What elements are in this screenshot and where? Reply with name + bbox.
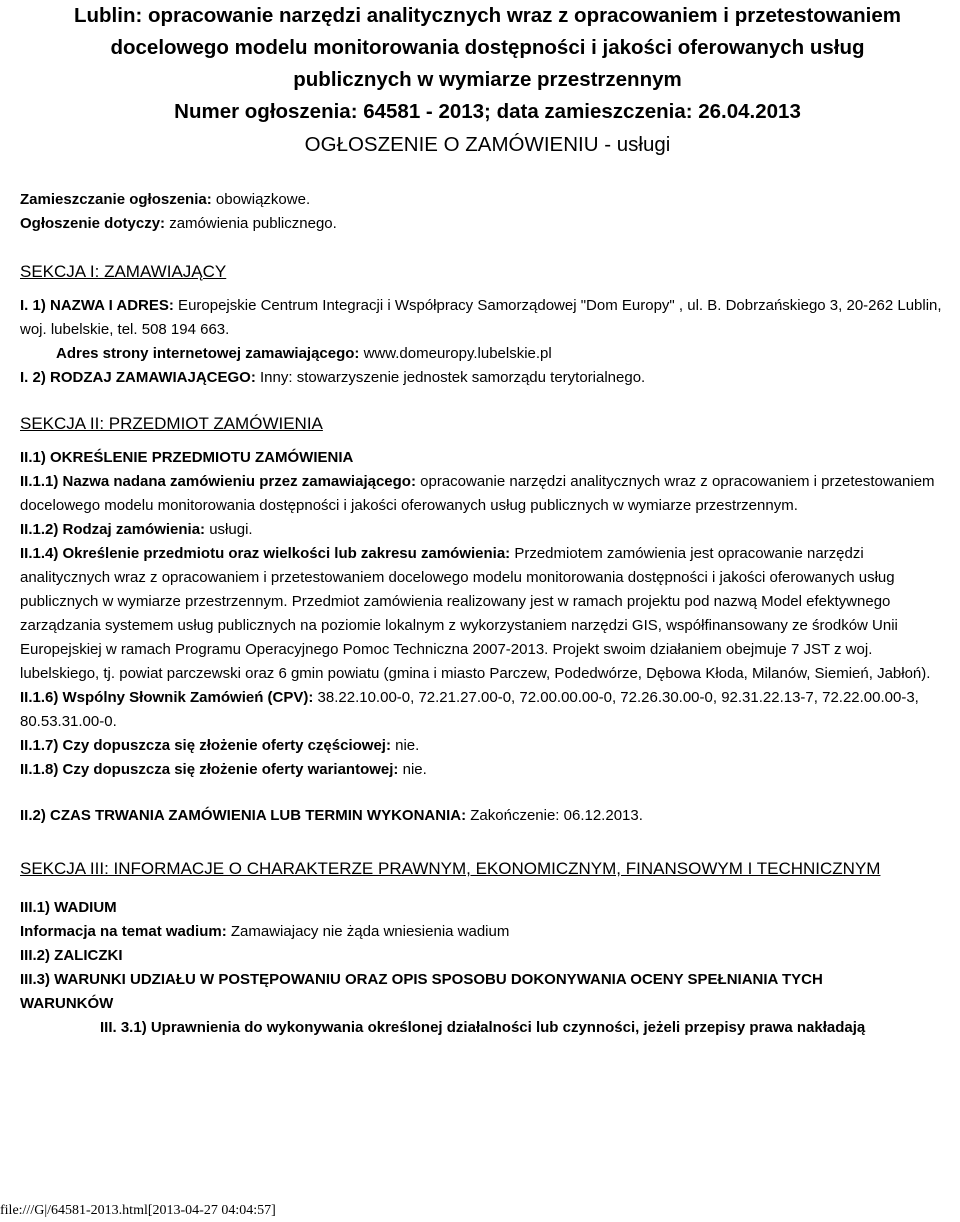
- contract-name: [20, 470, 955, 518]
- contract-type-value: usługi.: [205, 521, 253, 538]
- variant-offer: [20, 758, 955, 782]
- title-line-2: docelowego modelu monitorowania dostępności i jakości oferowanych usług: [110, 36, 865, 59]
- notice-type-subtitle: OGŁOSZENIE O ZAMÓWIENIU - usługi: [304, 133, 671, 156]
- website-label: Adres strony internetowej zamawiającego:: [56, 345, 360, 362]
- cpv-value: 38.22.10.00-0, 72.21.27.00-0, 72.00.00.00-0, 72.26.30.00-0, 92.31.22.13-7, 72.22.00.00-3, 80.53.31.00-0.: [20, 689, 919, 730]
- duration-label: II.2) CZAS TRWANIA ZAMÓWIENIA LUB TERMIN WYKONANIA:: [20, 807, 467, 824]
- licenses-heading: III. 3.1) Uprawnienia do wykonywania określonej działalności lub czynności, jeżeli przepisy prawa nakładają: [100, 1019, 866, 1036]
- name-value: Europejskie Centrum Integracji i Współpracy Samorządowej "Dom Europy" , ul. B. Dobrzańskiego 3, 20-262 Lublin, woj. lubelskie, tel. 508 194 663.: [20, 297, 942, 338]
- wadium-info: [20, 920, 955, 944]
- section-1-heading: SEKCJA I: ZAMAWIAJĄCY: [20, 262, 227, 281]
- contract-type-label: II.1.2) Rodzaj zamówienia:: [20, 521, 206, 538]
- subject-definition-heading: II.1) OKREŚLENIE PRZEDMIOTU ZAMÓWIENIA: [20, 449, 354, 466]
- partial-offer: [20, 734, 955, 758]
- authority-type: [20, 366, 955, 390]
- concerns-value: zamówienia publicznego.: [165, 215, 337, 232]
- section-3-heading: SEKCJA III: INFORMACJE O CHARAKTERZE PRAWNYM, EKONOMICZNYM, FINANSOWYM I TECHNICZNYM: [20, 859, 881, 878]
- website-link[interactable]: www.domeuropy.lubelskie.pl: [359, 345, 552, 362]
- duration-value: Zakończenie: 06.12.2013.: [466, 807, 643, 824]
- title-line-3: publicznych w wymiarze przestrzennym: [293, 68, 682, 91]
- participation-conditions-heading: III.3) WARUNKI UDZIAŁU W POSTĘPOWANIU ORAZ OPIS SPOSOBU DOKONYWANIA OCENY SPEŁNIANIA TYCH WARUNKÓW: [20, 971, 823, 1012]
- cpv-label: II.1.6) Wspólny Słownik Zamówień (CPV):: [20, 689, 314, 706]
- authority-type-value: Inny: stowarzyszenie jednostek samorządu terytorialnego.: [255, 369, 646, 386]
- contract-type: [20, 518, 955, 542]
- contracting-authority-name: [20, 294, 955, 342]
- wadium-heading: III.1) WADIUM: [20, 899, 117, 916]
- title-line-1: Lublin: opracowanie narzędzi analitycznych wraz z opracowaniem i przetestowaniem: [73, 4, 902, 27]
- document-title: [20, 0, 955, 162]
- contract-scope: [20, 542, 955, 686]
- title-line-4: Numer ogłoszenia: 64581 - 2013; data zamieszczenia: 26.04.2013: [174, 100, 801, 123]
- wadium-label: Informacja na temat wadium:: [20, 923, 227, 940]
- authority-type-label: I. 2) RODZAJ ZAMAWIAJĄCEGO:: [20, 369, 256, 386]
- variant-offer-label: II.1.8) Czy dopuszcza się złożenie oferty wariantowej:: [20, 761, 399, 778]
- wadium-value: Zamawiajacy nie żąda wniesienia wadium: [226, 923, 510, 940]
- concerns-info: [20, 212, 955, 236]
- duration: [20, 804, 955, 828]
- posting-info: [20, 188, 955, 212]
- name-label: I. 1) NAZWA I ADRES:: [20, 297, 174, 314]
- posting-value: obowiązkowe.: [211, 191, 311, 208]
- contract-name-label: II.1.1) Nazwa nadana zamówieniu przez zamawiającego:: [20, 473, 416, 490]
- advances-heading: III.2) ZALICZKI: [20, 947, 123, 964]
- posting-label: Zamieszczanie ogłoszenia:: [20, 191, 212, 208]
- file-path-footer: file:///G|/64581-2013.html[2013-04-27 04:04:57]: [0, 1203, 276, 1218]
- partial-offer-label: II.1.7) Czy dopuszcza się złożenie oferty częściowej:: [20, 737, 391, 754]
- contract-scope-label: II.1.4) Określenie przedmiotu oraz wielkości lub zakresu zamówienia:: [20, 545, 511, 562]
- authority-website: [20, 342, 955, 366]
- concerns-label: Ogłoszenie dotyczy:: [20, 215, 166, 232]
- contract-scope-value: Przedmiotem zamówienia jest opracowanie narzędzi analitycznych wraz z opracowaniem i przetestowaniem docelowego modelu monitorowania dostępności i jakości oferowanych usług publicznych w wymiarze przestrzennym. Przedmiot zamówienia realizowany jest w ramach projektu pod nazwą Model efektywnego zarządzania systemem usług publicznych na poziomie lokalnym z wykorzystaniem narzędzi GIS, współfinansowany ze środków Unii Europejskiej w ramach Programu Operacyjnego Pomoc Techniczna 2007-2013. Projekt swoim działaniem obejmuje 7 JST z woj. lubelskiego, tj. powiat parczewski oraz 6 gmin powiatu (gmina i miasto Parczew, Podedwórze, Dębowa Kłoda, Milanów, Siemień, Jabłoń).: [20, 545, 931, 682]
- partial-offer-value: nie.: [390, 737, 420, 754]
- section-2-heading: SEKCJA II: PRZEDMIOT ZAMÓWIENIA: [20, 414, 323, 433]
- variant-offer-value: nie.: [398, 761, 427, 778]
- contract-name-value: opracowanie narzędzi analitycznych wraz z opracowaniem i przetestowaniem docelowego modelu monitorowania dostępności i jakości oferowanych usług publicznych w wymiarze przestrzennym.: [20, 473, 935, 514]
- cpv-codes: [20, 686, 955, 734]
